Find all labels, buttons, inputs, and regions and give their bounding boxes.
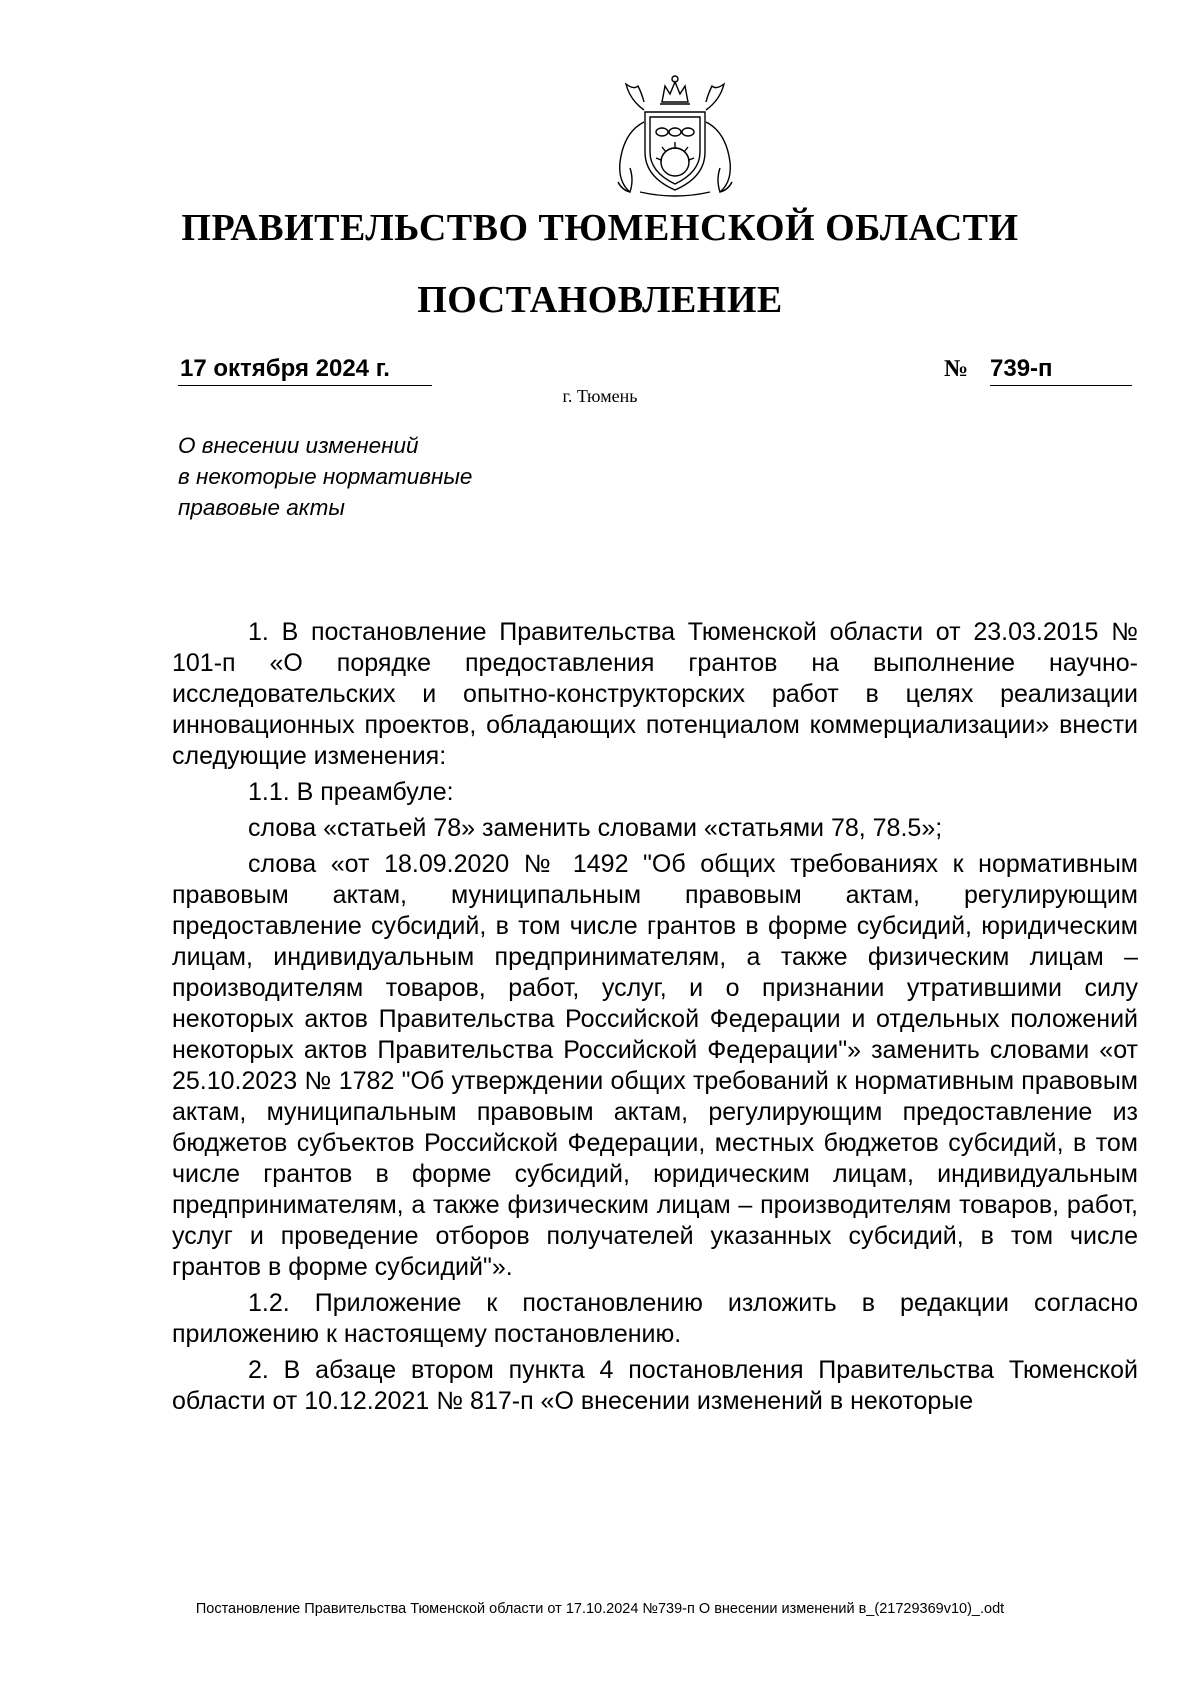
document-subject	[178, 430, 598, 523]
document-date: 17 октября 2024 г.	[178, 353, 432, 386]
coat-of-arms-icon	[590, 72, 760, 200]
body-paragraph: 1.1. В преамбуле:	[248, 778, 454, 806]
document-type-title: ПОСТАНОВЛЕНИЕ	[417, 279, 783, 321]
body-paragraph: слова «от 18.09.2020 № 1492 "Об общих требованиях к нормативным правовым актам, муниципальным правовым актам, регулирующим предоставление субсидий, в том числе грантов в форме субсидий, юридическим лицам, индивидуальным предпринимателям, а также физическим лицам – производителям товаров, работ, услуг, и о признании утратившими силу некоторых актов Правительства Российской Федерации и отдельных положений некоторых актов Правительства Российской Федерации"» заменить словами «от 25.10.2023 № 1782 "Об утверждении общих требований к нормативным правовым актам, муниципальным правовым актам, регулирующим предоставление из бюджетов субъектов Российской Федерации, местных бюджетов субсидий, в том числе грантов в форме субсидий, юридическим лицам, индивидуальным предпринимателям, а также физическим лицам – производителям товаров, работ, услуг и проведение отборов получателей указанных субсидий, в том числе грантов в форме субсидий"».	[172, 850, 1138, 1281]
body-paragraph: 2. В абзаце втором пункта 4 постановления Правительства Тюменской области от 10.12.2021 № 817-п «О внесении изменений в некоторые	[172, 1356, 1138, 1415]
subject-line: в некоторые нормативные	[178, 464, 473, 489]
subject-line: О внесении изменений	[178, 433, 419, 458]
page-footer: Постановление Правительства Тюменской области от 17.10.2024 №739-п О внесении изменений в_(21729369v10)_.odt	[195, 1601, 1005, 1617]
subject-line: правовые акты	[178, 495, 345, 520]
body-paragraph: 1.2. Приложение к постановлению изложить в редакции согласно приложению к настоящему постановлению.	[172, 1289, 1138, 1348]
document-body	[172, 617, 1138, 1422]
body-paragraph: слова «статьей 78» заменить словами «статьями 78, 78.5»;	[248, 814, 943, 842]
body-paragraph: 1. В постановление Правительства Тюменской области от 23.03.2015 № 101-п «О порядке предоставления грантов на выполнение научно-исследовательских и опытно-конструкторских работ в целях реализации инновационных проектов, обладающих потенциалом коммерциализации» внести следующие изменения:	[172, 618, 1138, 770]
issuing-city: г. Тюмень	[562, 386, 638, 406]
number-sign: №	[944, 356, 969, 382]
government-name: ПРАВИТЕЛЬСТВО ТЮМЕНСКОЙ ОБЛАСТИ	[181, 207, 1019, 249]
document-number: 739-п	[990, 353, 1132, 386]
